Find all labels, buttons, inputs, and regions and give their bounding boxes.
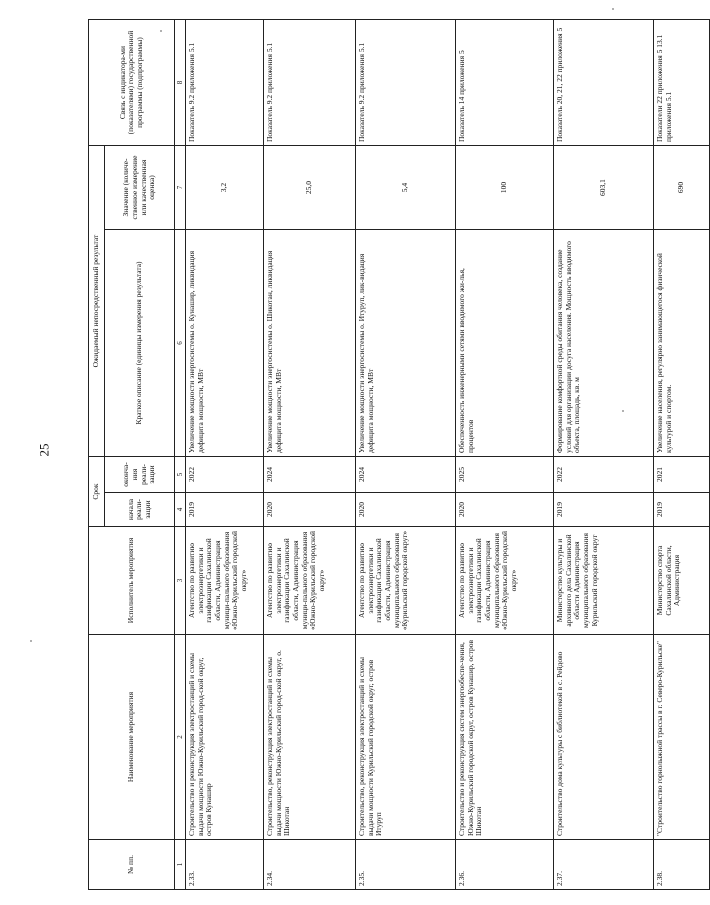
row-executor: Агентство по развитию электроэнергетики и газификации Сахалинской области, Администрация муници-пального образования «Южно-Курильский городской округ»	[264, 527, 356, 635]
row-link: Показатель 14 приложения 5	[456, 20, 554, 146]
row-num: 2.36.	[456, 840, 554, 890]
row-end: 2024	[356, 457, 456, 493]
rotated-table-container	[88, 20, 686, 890]
row-value: 100	[456, 146, 554, 230]
column-number: 5	[175, 457, 186, 493]
row-executor: Агентство по развитию электроэнергетики и газификации Сахалинской области, Администрация муниципального образования «Курильский городской округ»	[356, 527, 456, 635]
header-expected-desc: Краткое описание (единицы измерения результата)	[105, 230, 175, 457]
row-end: 2022	[186, 457, 264, 493]
row-start: 2019	[186, 493, 264, 527]
row-desc: Увеличение мощности энергосистемы о. Шикотан, ликвидация дефицита мощности, МВт	[264, 230, 356, 457]
header-name: Наименование мероприятия	[89, 635, 175, 840]
scan-speck	[30, 640, 32, 642]
header-term-end: оконча-ния реали-зации	[105, 457, 175, 493]
table-row	[654, 20, 710, 890]
row-name: "Строительство горнолыжной трассы в г. Северо-Курильске"	[654, 635, 710, 840]
row-link: Показатель 9.2 приложения 5.1	[356, 20, 456, 146]
row-desc: Увеличение населения, регулярно занимающегося физической культурой и спортом.	[654, 230, 710, 457]
row-value: 690	[654, 146, 710, 230]
row-value: 5,4	[356, 146, 456, 230]
row-num: 2.33.	[186, 840, 264, 890]
header-expected: Ожидаемый непосредственный результат	[89, 146, 105, 457]
row-value: 603,1	[554, 146, 654, 230]
table-row	[264, 20, 356, 890]
page-number: 25	[36, 443, 52, 457]
row-desc: Увеличение мощности энергосистемы о. Кунашир, ликвидация дефицита мощности, МВт	[186, 230, 264, 457]
row-executor: Агентство по развитию электроэнергетики и газификации Сахалинской области, Администрация муници-пального образования «Южно-Курильский городской округ»	[186, 527, 264, 635]
table-row	[456, 20, 554, 890]
row-value: 3,2	[186, 146, 264, 230]
row-link: Показатели 22 приложения 5 13.1 приложения 5.1	[654, 20, 710, 146]
row-link: Показатель 9.2 приложения 5.1	[186, 20, 264, 146]
row-num: 2.34.	[264, 840, 356, 890]
row-start: 2020	[356, 493, 456, 527]
header-term-start: начала реали-зации	[105, 493, 175, 527]
row-name: Строительство дома культуры с библиотекой в с. Рейдово	[554, 635, 654, 840]
scan-speck	[160, 30, 162, 32]
header-executor: Исполнитель мероприятия	[89, 527, 175, 635]
row-value: 25,0	[264, 146, 356, 230]
row-end: 2025	[456, 457, 554, 493]
row-link: Показатель 9.2 приложения 5.1	[264, 20, 356, 146]
column-number: 4	[175, 493, 186, 527]
table-row	[356, 20, 456, 890]
header-expected-value: Значение (количе-ственное измерение или качественная оценка)	[105, 146, 175, 230]
row-start: 2020	[456, 493, 554, 527]
row-num: 2.35.	[356, 840, 456, 890]
row-start: 2019	[554, 493, 654, 527]
row-desc: Обеспеченность инженерными сетями вводимого жи-лья, процентов	[456, 230, 554, 457]
row-num: 2.37.	[554, 840, 654, 890]
measures-table	[88, 19, 710, 890]
column-number: 8	[175, 20, 186, 146]
column-number: 1	[175, 840, 186, 890]
header-num: № пп.	[89, 840, 175, 890]
table-row	[186, 20, 264, 890]
header-link: Связь с индикатора-ми (показателями) государственной программы (подпрограммы)	[89, 20, 175, 146]
row-name: Строительство, реконструкция электростанций и схемы выдачи мощности Курильский городской округ, остров Итуруп	[356, 635, 456, 840]
row-executor: Агентство по развитию электроэнергетики и газификации Сахалинской области, Администрация муниципального образования «Южно-Курильский городской округ»	[456, 527, 554, 635]
row-desc: Формирование комфортной среды обитания человека, создание условий для организации досуга населения. Мощность вводимого объекта, площадь, кв. м	[554, 230, 654, 457]
column-number: 2	[175, 635, 186, 840]
column-number: 6	[175, 230, 186, 457]
row-start: 2019	[654, 493, 710, 527]
row-end: 2022	[554, 457, 654, 493]
row-name: Строительство и реконструкция систем энергообеспе-чения, Южно-Курильский городской округ, остров Кунашир, остров Шикотан	[456, 635, 554, 840]
row-name: Строительство, реконструкция электростанций и схемы выдачи мощности Южно-Курильский город-ской округ, о. Шикотан	[264, 635, 356, 840]
header-term: Срок	[89, 457, 105, 527]
scan-speck	[622, 410, 624, 412]
row-num: 2.38.	[654, 840, 710, 890]
row-start: 2020	[264, 493, 356, 527]
row-desc: Увеличение мощности энергосистемы о. Итуруп, лик-видация дефицита мощности, МВт	[356, 230, 456, 457]
row-executor: Министерство спорта Сахалинской области, Администрация	[654, 527, 710, 635]
row-link: Показатель 20, 21, 22 приложения 5	[554, 20, 654, 146]
table-row	[554, 20, 654, 890]
column-number: 3	[175, 527, 186, 635]
row-end: 2024	[264, 457, 356, 493]
row-name: Строительство и реконструкция электростанций и схемы выдачи мощности Южно-Курильский город-ской округ, остров Кунашир	[186, 635, 264, 840]
row-executor: Министерство культуры и архивного дела Сахалинской области Администрация муниципального образования Курильский городской округ	[554, 527, 654, 635]
row-end: 2021	[654, 457, 710, 493]
scan-speck	[612, 8, 614, 10]
column-number: 7	[175, 146, 186, 230]
